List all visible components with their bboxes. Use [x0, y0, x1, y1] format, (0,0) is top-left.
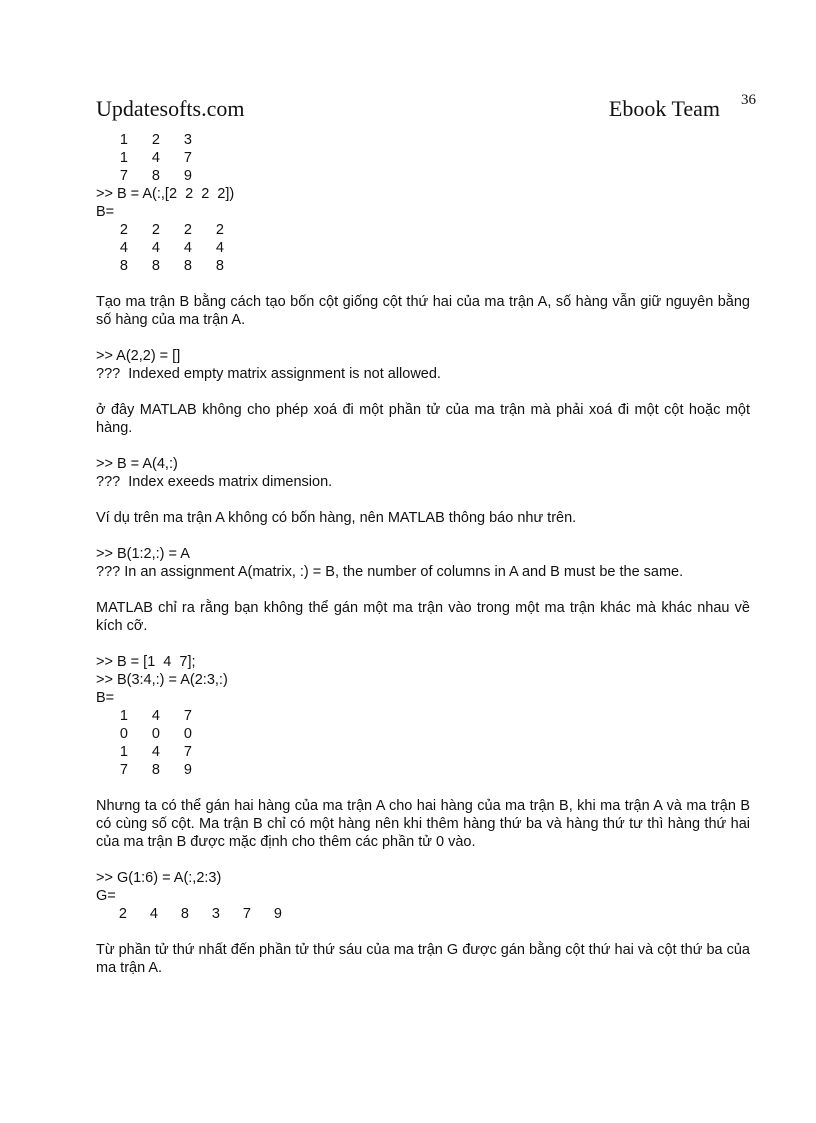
matrix-cell: 4: [149, 906, 158, 922]
matrix-cell: 2: [215, 222, 224, 238]
matrix-cell: 8: [151, 762, 160, 778]
matrix-row: [96, 725, 750, 743]
command-line: >> B = A(:,[2 2 2 2]): [96, 186, 235, 202]
matrix-cell: 8: [215, 258, 224, 274]
page-content: [96, 131, 750, 977]
output-label: B=: [96, 690, 115, 706]
matrix-cell: 0: [151, 726, 160, 742]
matrix-cell: 9: [273, 906, 282, 922]
matrix-cell: 4: [183, 240, 192, 256]
command-line: >> B(3:4,:) = A(2:3,:): [96, 672, 228, 688]
matrix-row: [96, 221, 750, 239]
matrix-cell: 3: [211, 906, 220, 922]
matrix-cell: 7: [119, 168, 128, 184]
matrix-row: [96, 257, 750, 275]
paragraph: Nhưng ta có thể gán hai hàng của ma trận A cho hai hàng của ma trận B, khi ma trận A và ma trận B có cùng số cột. Ma trận B chỉ có một hàng nên khi thêm hàng thứ ba và hàng thứ tư thì hàng thứ hai của ma trận B được mặc định cho thêm các phần tử 0 vào.: [96, 798, 750, 850]
output-label: G=: [96, 888, 116, 904]
matrix-cell: 9: [183, 762, 192, 778]
matrix-cell: 2: [118, 906, 127, 922]
matrix-cell: 2: [183, 222, 192, 238]
team-name: Ebook Team: [608, 96, 720, 121]
matrix-cell: 4: [151, 744, 160, 760]
matrix-row: [96, 167, 750, 185]
command-line: >> A(2,2) = []: [96, 348, 181, 364]
matrix-cell: 0: [183, 726, 192, 742]
matrix-cell: 4: [151, 150, 160, 166]
matrix-cell: 9: [183, 168, 192, 184]
paragraph: ở đây MATLAB không cho phép xoá đi một phần tử của ma trận mà phải xoá đi một cột hoặc một hàng.: [96, 402, 750, 436]
paragraph: Từ phần tử thứ nhất đến phần tử thứ sáu của ma trận G được gán bằng cột thứ hai và cột thứ ba của ma trận A.: [96, 942, 750, 976]
page-header: [96, 92, 756, 126]
matrix-cell: 7: [183, 744, 192, 760]
matrix-cell: 1: [119, 132, 128, 148]
matrix-cell: 1: [119, 708, 128, 724]
error-line: ??? In an assignment A(matrix, :) = B, the number of columns in A and B must be the same.: [96, 564, 684, 580]
matrix-cell: 8: [151, 168, 160, 184]
matrix-cell: 3: [183, 132, 192, 148]
paragraph: Tạo ma trận B bằng cách tạo bốn cột giống cột thứ hai của ma trận A, số hàng vẫn giữ nguyên bằng số hàng của ma trận A.: [96, 294, 750, 328]
matrix-cell: 7: [183, 708, 192, 724]
paragraph: MATLAB chỉ ra rằng bạn không thể gán một ma trận vào trong một ma trận khác mà khác nhau về kích cỡ.: [96, 600, 750, 634]
matrix-cell: 2: [119, 222, 128, 238]
matrix-cell: 2: [151, 132, 160, 148]
error-line: ??? Indexed empty matrix assignment is not allowed.: [96, 366, 441, 382]
matrix-cell: 8: [180, 906, 189, 922]
matrix-cell: 8: [151, 258, 160, 274]
matrix-row: [96, 131, 750, 149]
matrix-cell: 4: [215, 240, 224, 256]
matrix-row: [96, 707, 750, 725]
command-line: >> B = [1 4 7];: [96, 654, 196, 670]
matrix-cell: 7: [242, 906, 251, 922]
matrix-row: [96, 239, 750, 257]
command-line: >> G(1:6) = A(:,2:3): [96, 870, 222, 886]
matrix-cell: 4: [151, 240, 160, 256]
command-line: >> B(1:2,:) = A: [96, 546, 190, 562]
command-line: >> B = A(4,:): [96, 456, 178, 472]
matrix-row: [96, 905, 750, 923]
matrix-cell: 1: [119, 150, 128, 166]
matrix-cell: 7: [119, 762, 128, 778]
matrix-cell: 2: [151, 222, 160, 238]
output-label: B=: [96, 204, 115, 220]
page-number: 36: [741, 92, 756, 108]
matrix-cell: 8: [119, 258, 128, 274]
paragraph: Ví dụ trên ma trận A không có bốn hàng, nên MATLAB thông báo như trên.: [96, 510, 577, 526]
matrix-row: [96, 761, 750, 779]
matrix-row: [96, 149, 750, 167]
matrix-cell: 4: [151, 708, 160, 724]
matrix-cell: 4: [119, 240, 128, 256]
matrix-row: [96, 743, 750, 761]
error-line: ??? Index exeeds matrix dimension.: [96, 474, 333, 490]
matrix-cell: 0: [119, 726, 128, 742]
matrix-cell: 8: [183, 258, 192, 274]
matrix-cell: 7: [183, 150, 192, 166]
site-name: Updatesofts.com: [96, 96, 245, 121]
matrix-cell: 1: [119, 744, 128, 760]
